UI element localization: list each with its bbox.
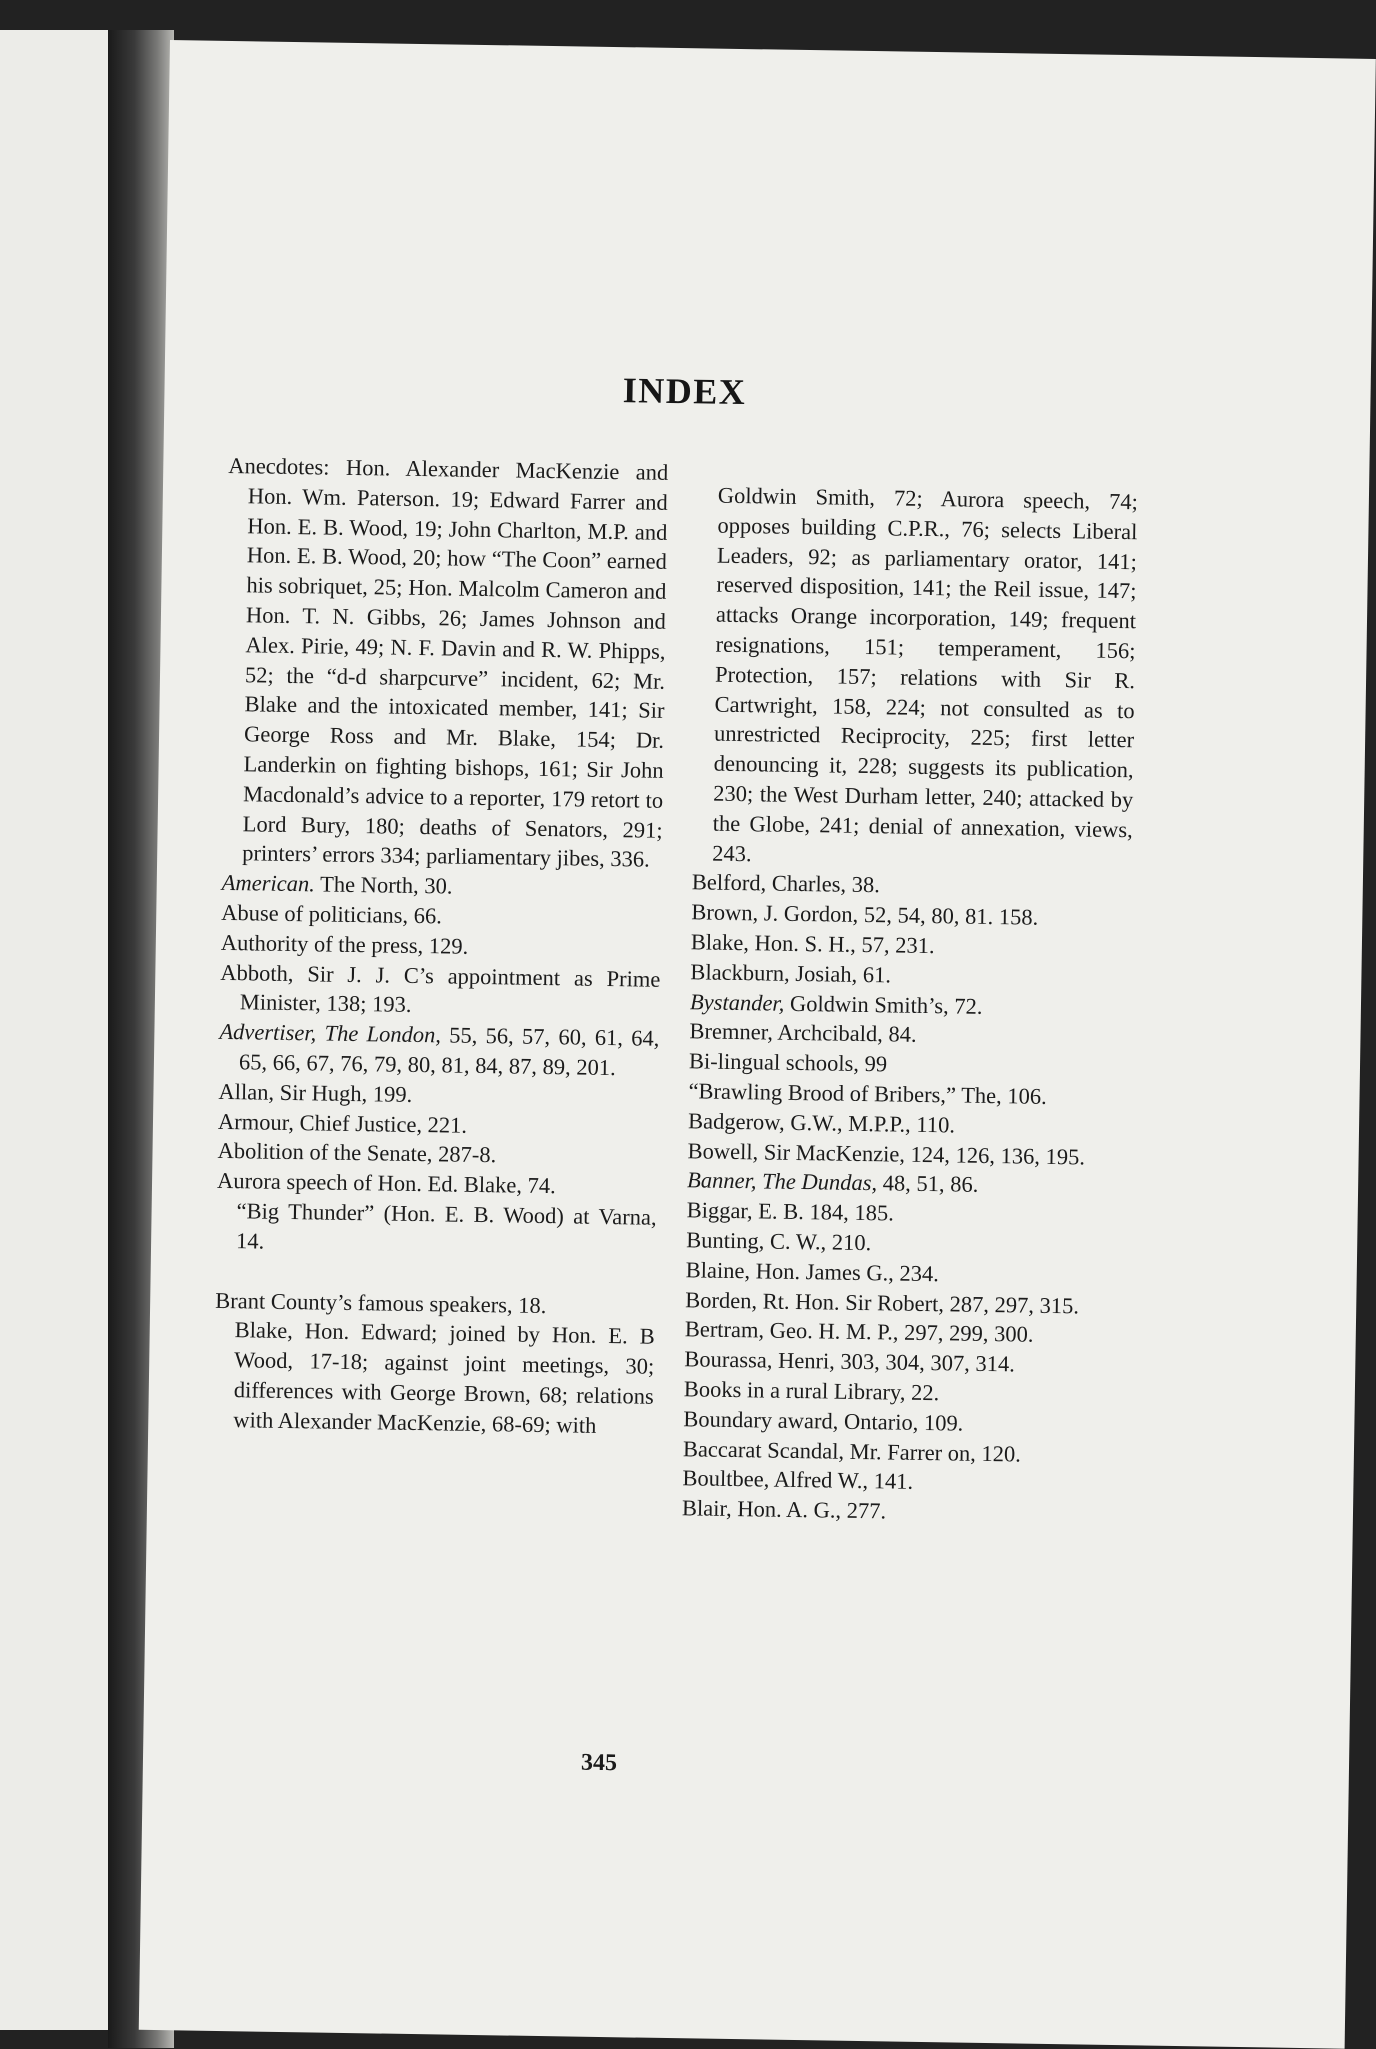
index-entry [682, 1493, 1122, 1530]
index-entry [213, 1315, 655, 1441]
index-page [139, 40, 1376, 2049]
index-entry-text: Borden, Rt. Hon. Sir Robert, 287, 297, 315. [685, 1286, 1080, 1318]
page-title: INDEX [622, 370, 747, 413]
index-entry-text: Bunting, C. W., 210. [686, 1227, 872, 1256]
index-column-left [213, 451, 668, 1441]
page-number: 345 [580, 1749, 618, 1777]
index-entry-text: Bourassa, Henri, 303, 304, 307, 314. [684, 1346, 1016, 1377]
index-entry-heading: Bystander, [689, 988, 785, 1016]
index-entry [220, 957, 661, 1023]
index-entry-text: Badgerow, G.W., M.P.P., 110. [687, 1108, 956, 1138]
index-entry-text: Anecdotes: Hon. Alexander MacKenzie and Hon. Wm. Paterson. 19; Edward Farrer and Hon. E. B. Wood, 19; John Charlton, M.P. and Hon. E. B. Wood, 20; how “The Coon” earned his sobriquet, 25; Hon. Malcolm Cameron and Hon. T. N. Gibbs, 26; James Johnson and Alex. Pirie, 49; N. F. Davin and R. W. Phipps, 52; the “d-d sharpcurve” incident, 62; Mr. Blake and the intoxicated member, 141; Sir George Ross and Mr. Blake, 154; Dr. Landerkin on fighting bishops, 161; Sir John Macdonald’s advice to a reporter, 179 retort to Lord Bury, 180; deaths of Senators, 291; printers’ errors 334; parliamentary jibes, 336. [228, 452, 669, 872]
index-entry-text: Bremner, Archcibald, 84. [689, 1018, 917, 1048]
index-entry-text: Boundary award, Ontario, 109. [683, 1405, 964, 1436]
index-entry-text: 48, 51, 86. [876, 1170, 979, 1198]
index-entry-text: Bertram, Geo. H. M. P., 297, 299, 300. [684, 1316, 1034, 1348]
index-entry [219, 1017, 660, 1083]
index-entry-text: Boultbee, Alfred W., 141. [682, 1465, 914, 1495]
index-entry-text: Books in a rural Library, 22. [683, 1376, 940, 1406]
index-entry-text: Bowell, Sir MacKenzie, 124, 126, 136, 195. [687, 1137, 1086, 1170]
index-entry-text: Goldwin Smith, 72; Aurora speech, 74; opposes building C.P.R., 76; selects Liberal Leaders, 92; as parliamentary orator, 141; reserved disposition, 141; the Reil issue, 147; attacks Orange incorporation, 149; frequent resignations, 151; temperament, 156; Protection, 157; relations with Sir R. Cartwright, 158, 224; not consulted as to unrestricted Reciprocity, 225; first letter denouncing it, 228; suggests its publication, 230; the West Durham letter, 240; attacked by the Globe, 241; denial of annexation, views, 243. [712, 482, 1139, 866]
index-entry [692, 480, 1138, 874]
index-entry-text: Baccarat Scandal, Mr. Farrer on, 120. [682, 1435, 1022, 1467]
index-entry-text: Allan, Sir Hugh, 199. [218, 1078, 413, 1107]
index-entry [222, 451, 668, 875]
index-column-right [682, 480, 1138, 1530]
index-entry-text: Goldwin Smith’s, 72. [784, 990, 983, 1019]
index-entry-text: 55, 56, 57, 60, 61, 64, 65, 66, 67, 76, 79, 80, 81, 84, 87, 89, 201. [238, 1022, 660, 1081]
index-entry-text: “Brawling Brood of Bribers,” The, 106. [688, 1078, 1047, 1109]
index-entry-text: Bi-lingual schools, 99 [688, 1048, 888, 1077]
index-entry-text: Blake, Hon. S. H., 57, 231. [690, 929, 935, 959]
index-entry-text: Blair, Hon. A. G., 277. [681, 1495, 887, 1524]
index-entry-text: Blake, Hon. Edward; joined by Hon. E. B Wood, 17-18; against joint meetings, 30; differences with George Brown, 68; relations with Alexander MacKenzie, 68-69; with [233, 1317, 655, 1438]
index-entry-text: Abuse of politicians, 66. [221, 899, 443, 929]
index-entry-text: Armour, Chief Justice, 221. [217, 1108, 468, 1138]
index-entry-text: Abolition of the Senate, 287-8. [217, 1138, 497, 1168]
facing-page [0, 30, 110, 2030]
index-entry-text: Authority of the press, 129. [220, 929, 469, 959]
index-entry-text: Abboth, Sir J. J. C’s appointment as Prime Minister, 138; 193. [220, 959, 661, 1018]
index-entry-heading: Banner, The Dundas, [686, 1167, 878, 1196]
index-entry-text: Brant County’s famous speakers, 18. [215, 1287, 547, 1318]
index-entry-text: Aurora speech of Hon. Ed. Blake, 74. [216, 1168, 556, 1199]
index-entry [216, 1196, 657, 1262]
index-entry-heading: American. [221, 870, 316, 897]
index-entry-text: The North, 30. [314, 871, 453, 899]
index-entry-text: Biggar, E. B. 184, 185. [686, 1197, 895, 1226]
index-entry-text: Belford, Charles, 38. [691, 869, 881, 898]
index-entry-text: Blackburn, Josiah, 61. [690, 959, 892, 988]
index-entry-text: Brown, J. Gordon, 52, 54, 80, 81. 158. [691, 899, 1039, 930]
index-entry-heading: Advertiser, The London, [219, 1019, 442, 1048]
index-entry-text: Blaine, Hon. James G., 234. [685, 1256, 940, 1286]
index-entry-text: “Big Thunder” (Hon. E. B. Wood) at Varna, 14. [235, 1198, 657, 1254]
